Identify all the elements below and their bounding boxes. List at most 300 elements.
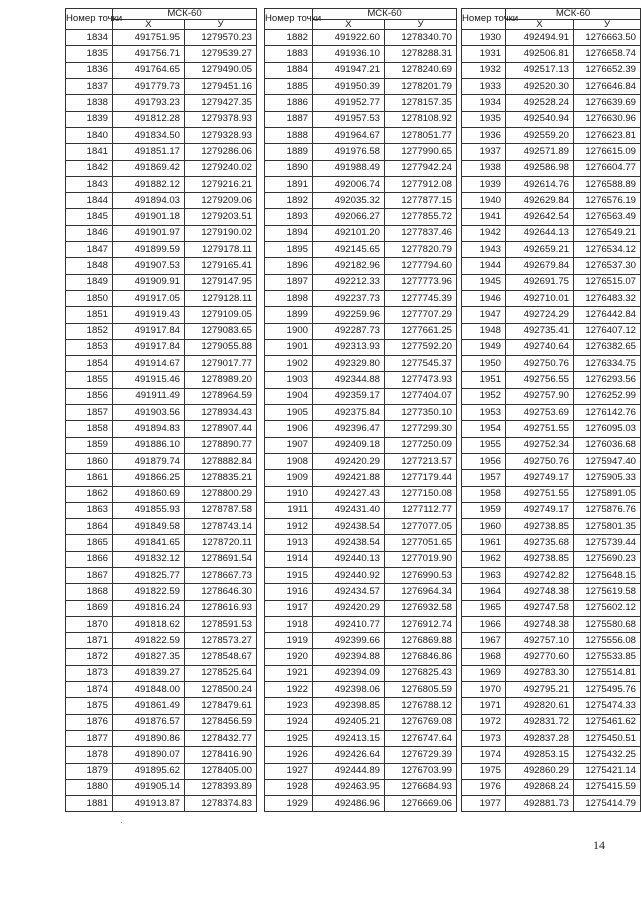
x-coordinate-cell: 492440.13	[313, 551, 385, 567]
y-coordinate-cell: 1279570.23	[185, 30, 257, 46]
y-coordinate-cell: 1278934.43	[185, 405, 257, 421]
table-row	[462, 714, 641, 730]
x-coordinate-cell: 491860.69	[113, 486, 185, 502]
x-coordinate-cell: 491822.59	[113, 633, 185, 649]
x-coordinate-cell: 491751.95	[113, 30, 185, 46]
x-coordinate-cell: 492006.74	[313, 176, 385, 192]
header-x: X	[113, 19, 185, 30]
header-point-number: Номер точки	[66, 9, 113, 30]
y-coordinate-cell: 1276588.89	[574, 176, 641, 192]
y-coordinate-cell: 1276747.64	[385, 730, 457, 746]
point-number-cell: 1887	[265, 111, 313, 127]
x-coordinate-cell: 492182.96	[313, 258, 385, 274]
table-row	[265, 600, 457, 616]
table-row	[66, 307, 257, 323]
y-coordinate-cell: 1278525.64	[185, 665, 257, 681]
x-coordinate-cell: 492344.88	[313, 372, 385, 388]
table-row	[265, 388, 457, 404]
x-coordinate-cell: 491895.62	[113, 763, 185, 779]
point-number-cell: 1855	[66, 372, 113, 388]
x-coordinate-cell: 492540.94	[506, 111, 574, 127]
y-coordinate-cell: 1276703.99	[385, 763, 457, 779]
y-coordinate-cell: 1275690.23	[574, 551, 641, 567]
x-coordinate-cell: 492749.17	[506, 470, 574, 486]
table-row	[462, 209, 641, 225]
point-number-cell: 1839	[66, 111, 113, 127]
table-body	[265, 30, 457, 812]
point-number-cell: 1934	[462, 95, 506, 111]
header-y: У	[574, 19, 641, 30]
header-system: МСК-60	[113, 9, 257, 20]
table-row	[462, 144, 641, 160]
y-coordinate-cell: 1276623.81	[574, 127, 641, 143]
y-coordinate-cell: 1275533.85	[574, 649, 641, 665]
x-coordinate-cell: 491952.77	[313, 95, 385, 111]
y-coordinate-cell: 1279209.06	[185, 193, 257, 209]
table-row	[462, 698, 641, 714]
y-coordinate-cell: 1279286.06	[185, 144, 257, 160]
y-coordinate-cell: 1279451.16	[185, 79, 257, 95]
table-row	[66, 388, 257, 404]
x-coordinate-cell: 492398.06	[313, 682, 385, 698]
point-number-cell: 1866	[66, 551, 113, 567]
x-coordinate-cell: 492738.85	[506, 551, 574, 567]
table-row	[265, 551, 457, 567]
header-y: У	[385, 19, 457, 30]
table-row	[265, 127, 457, 143]
x-coordinate-cell: 491957.53	[313, 111, 385, 127]
table-row	[66, 356, 257, 372]
x-coordinate-cell: 491922.60	[313, 30, 385, 46]
point-number-cell: 1869	[66, 600, 113, 616]
x-coordinate-cell: 492438.54	[313, 535, 385, 551]
point-number-cell: 1927	[265, 763, 313, 779]
x-coordinate-cell: 492831.72	[506, 714, 574, 730]
table-row	[66, 405, 257, 421]
point-number-cell: 1945	[462, 274, 506, 290]
point-number-cell: 1846	[66, 225, 113, 241]
table-row	[66, 46, 257, 62]
point-number-cell: 1885	[265, 79, 313, 95]
table-row	[265, 453, 457, 469]
table-row	[462, 372, 641, 388]
x-coordinate-cell: 492747.58	[506, 600, 574, 616]
point-number-cell: 1909	[265, 470, 313, 486]
point-number-cell: 1913	[265, 535, 313, 551]
x-coordinate-cell: 492756.55	[506, 372, 574, 388]
point-number-cell: 1877	[66, 730, 113, 746]
point-number-cell: 1864	[66, 519, 113, 535]
table-row	[265, 225, 457, 241]
y-coordinate-cell: 1278051.77	[385, 127, 457, 143]
y-coordinate-cell: 1277112.77	[385, 502, 457, 518]
point-number-cell: 1973	[462, 730, 506, 746]
y-coordinate-cell: 1276563.49	[574, 209, 641, 225]
y-coordinate-cell: 1277250.09	[385, 437, 457, 453]
y-coordinate-cell: 1275947.40	[574, 453, 641, 469]
point-number-cell: 1838	[66, 95, 113, 111]
table-row	[66, 209, 257, 225]
point-number-cell: 1925	[265, 730, 313, 746]
y-coordinate-cell: 1276537.30	[574, 258, 641, 274]
y-coordinate-cell: 1275739.44	[574, 535, 641, 551]
x-coordinate-cell: 492738.85	[506, 519, 574, 535]
table-row	[265, 730, 457, 746]
y-coordinate-cell: 1276869.88	[385, 633, 457, 649]
table-row	[265, 747, 457, 763]
x-coordinate-cell: 492868.24	[506, 779, 574, 795]
point-number-cell: 1902	[265, 356, 313, 372]
x-coordinate-cell: 491886.10	[113, 437, 185, 453]
point-number-cell: 1849	[66, 274, 113, 290]
table-row	[462, 421, 641, 437]
point-number-cell: 1873	[66, 665, 113, 681]
point-number-cell: 1891	[265, 176, 313, 192]
table-row	[265, 405, 457, 421]
y-coordinate-cell: 1275580.68	[574, 616, 641, 632]
point-number-cell: 1917	[265, 600, 313, 616]
x-coordinate-cell: 492440.92	[313, 567, 385, 583]
y-coordinate-cell: 1278882.84	[185, 453, 257, 469]
point-number-cell: 1942	[462, 225, 506, 241]
point-number-cell: 1870	[66, 616, 113, 632]
x-coordinate-cell: 491834.50	[113, 127, 185, 143]
point-number-cell: 1840	[66, 127, 113, 143]
x-coordinate-cell: 492421.88	[313, 470, 385, 486]
y-coordinate-cell: 1277019.90	[385, 551, 457, 567]
point-number-cell: 1886	[265, 95, 313, 111]
table-row	[265, 372, 457, 388]
x-coordinate-cell: 491911.49	[113, 388, 185, 404]
table-row	[265, 339, 457, 355]
point-number-cell: 1871	[66, 633, 113, 649]
y-coordinate-cell: 1276534.12	[574, 242, 641, 258]
point-number-cell: 1911	[265, 502, 313, 518]
table-row	[462, 79, 641, 95]
y-coordinate-cell: 1279109.05	[185, 307, 257, 323]
table-row	[462, 290, 641, 306]
point-number-cell: 1868	[66, 584, 113, 600]
y-coordinate-cell: 1276669.06	[385, 796, 457, 812]
table-row	[462, 665, 641, 681]
point-number-cell: 1867	[66, 567, 113, 583]
x-coordinate-cell: 492749.17	[506, 502, 574, 518]
x-coordinate-cell: 491894.83	[113, 421, 185, 437]
x-coordinate-cell: 492427.43	[313, 486, 385, 502]
point-number-cell: 1897	[265, 274, 313, 290]
header-x: X	[313, 19, 385, 30]
table-row	[462, 649, 641, 665]
table-row	[66, 160, 257, 176]
table-row	[66, 144, 257, 160]
x-coordinate-cell: 491917.84	[113, 323, 185, 339]
coordinate-table-1	[65, 8, 257, 812]
point-number-cell: 1901	[265, 339, 313, 355]
table-row	[265, 111, 457, 127]
point-number-cell: 1872	[66, 649, 113, 665]
table-row	[66, 502, 257, 518]
table-row	[265, 79, 457, 95]
y-coordinate-cell: 1277912.08	[385, 176, 457, 192]
table-row	[265, 209, 457, 225]
table-row	[66, 779, 257, 795]
y-coordinate-cell: 1276646.84	[574, 79, 641, 95]
y-coordinate-cell: 1276788.12	[385, 698, 457, 714]
point-number-cell: 1837	[66, 79, 113, 95]
y-coordinate-cell: 1276515.07	[574, 274, 641, 290]
x-coordinate-cell: 492101.20	[313, 225, 385, 241]
point-number-cell: 1843	[66, 176, 113, 192]
x-coordinate-cell: 491913.87	[113, 796, 185, 812]
point-number-cell: 1932	[462, 62, 506, 78]
table-row	[462, 30, 641, 46]
point-number-cell: 1955	[462, 437, 506, 453]
y-coordinate-cell: 1278405.00	[185, 763, 257, 779]
table-row	[66, 372, 257, 388]
y-coordinate-cell: 1275495.76	[574, 682, 641, 698]
point-number-cell: 1875	[66, 698, 113, 714]
y-coordinate-cell: 1275602.12	[574, 600, 641, 616]
point-number-cell: 1919	[265, 633, 313, 649]
point-number-cell: 1878	[66, 747, 113, 763]
x-coordinate-cell: 492420.29	[313, 600, 385, 616]
table-row	[66, 649, 257, 665]
x-coordinate-cell: 491869.42	[113, 160, 185, 176]
x-coordinate-cell: 492405.21	[313, 714, 385, 730]
y-coordinate-cell: 1276805.59	[385, 682, 457, 698]
table-row	[462, 519, 641, 535]
table-row	[265, 274, 457, 290]
table-row	[66, 470, 257, 486]
point-number-cell: 1935	[462, 111, 506, 127]
y-coordinate-cell: 1278964.59	[185, 388, 257, 404]
x-coordinate-cell: 492751.55	[506, 421, 574, 437]
point-number-cell: 1939	[462, 176, 506, 192]
header-point-number: Номер точки	[265, 9, 313, 30]
table-row	[462, 535, 641, 551]
y-coordinate-cell: 1278393.89	[185, 779, 257, 795]
point-number-cell: 1836	[66, 62, 113, 78]
x-coordinate-cell: 491816.24	[113, 600, 185, 616]
x-coordinate-cell: 492431.40	[313, 502, 385, 518]
table-row	[66, 796, 257, 812]
table-row	[66, 258, 257, 274]
y-coordinate-cell: 1275801.35	[574, 519, 641, 535]
table-row	[462, 46, 641, 62]
y-coordinate-cell: 1278340.70	[385, 30, 457, 46]
point-number-cell: 1893	[265, 209, 313, 225]
point-number-cell: 1966	[462, 616, 506, 632]
table-row	[66, 176, 257, 192]
point-number-cell: 1938	[462, 160, 506, 176]
table-row	[265, 779, 457, 795]
point-number-cell: 1910	[265, 486, 313, 502]
y-coordinate-cell: 1276407.12	[574, 323, 641, 339]
x-coordinate-cell: 491839.27	[113, 665, 185, 681]
table-row	[66, 486, 257, 502]
point-number-cell: 1936	[462, 127, 506, 143]
y-coordinate-cell: 1276964.34	[385, 584, 457, 600]
y-coordinate-cell: 1277179.44	[385, 470, 457, 486]
x-coordinate-cell: 492586.98	[506, 160, 574, 176]
y-coordinate-cell: 1276036.68	[574, 437, 641, 453]
table-row	[66, 323, 257, 339]
table-row	[265, 95, 457, 111]
y-coordinate-cell: 1277473.93	[385, 372, 457, 388]
point-number-cell: 1923	[265, 698, 313, 714]
y-coordinate-cell: 1278743.14	[185, 519, 257, 535]
table-row	[462, 111, 641, 127]
x-coordinate-cell: 491756.71	[113, 46, 185, 62]
y-coordinate-cell: 1276483.32	[574, 290, 641, 306]
y-coordinate-cell: 1278573.27	[185, 633, 257, 649]
y-coordinate-cell: 1278157.35	[385, 95, 457, 111]
point-number-cell: 1975	[462, 763, 506, 779]
point-number-cell: 1896	[265, 258, 313, 274]
point-number-cell: 1937	[462, 144, 506, 160]
table-row	[462, 730, 641, 746]
y-coordinate-cell: 1278800.29	[185, 486, 257, 502]
x-coordinate-cell: 491907.53	[113, 258, 185, 274]
y-coordinate-cell: 1277051.65	[385, 535, 457, 551]
point-number-cell: 1898	[265, 290, 313, 306]
x-coordinate-cell: 491964.67	[313, 127, 385, 143]
x-coordinate-cell: 492559.20	[506, 127, 574, 143]
table-row	[462, 160, 641, 176]
point-number-cell: 1965	[462, 600, 506, 616]
table-row	[66, 111, 257, 127]
x-coordinate-cell: 492710.01	[506, 290, 574, 306]
x-coordinate-cell: 491905.14	[113, 779, 185, 795]
point-number-cell: 1930	[462, 30, 506, 46]
x-coordinate-cell: 492410.77	[313, 616, 385, 632]
point-number-cell: 1967	[462, 633, 506, 649]
x-coordinate-cell: 491915.46	[113, 372, 185, 388]
y-coordinate-cell: 1275648.15	[574, 567, 641, 583]
x-coordinate-cell: 491882.12	[113, 176, 185, 192]
point-number-cell: 1844	[66, 193, 113, 209]
x-coordinate-cell: 492375.84	[313, 405, 385, 421]
point-number-cell: 1852	[66, 323, 113, 339]
table-row	[462, 127, 641, 143]
table-row	[265, 356, 457, 372]
point-number-cell: 1951	[462, 372, 506, 388]
table-row	[462, 323, 641, 339]
table-row	[265, 307, 457, 323]
table-row	[66, 519, 257, 535]
point-number-cell: 1940	[462, 193, 506, 209]
x-coordinate-cell: 492735.68	[506, 535, 574, 551]
table-row	[66, 95, 257, 111]
point-number-cell: 1941	[462, 209, 506, 225]
table-row	[462, 567, 641, 583]
point-number-cell: 1916	[265, 584, 313, 600]
y-coordinate-cell: 1278500.24	[185, 682, 257, 698]
y-coordinate-cell: 1278787.58	[185, 502, 257, 518]
point-number-cell: 1944	[462, 258, 506, 274]
y-coordinate-cell: 1276825.43	[385, 665, 457, 681]
point-number-cell: 1921	[265, 665, 313, 681]
table-row	[265, 633, 457, 649]
x-coordinate-cell: 491947.21	[313, 62, 385, 78]
point-number-cell: 1860	[66, 453, 113, 469]
x-coordinate-cell: 492438.54	[313, 519, 385, 535]
table-row	[462, 584, 641, 600]
point-number-cell: 1976	[462, 779, 506, 795]
y-coordinate-cell: 1275514.81	[574, 665, 641, 681]
y-coordinate-cell: 1277855.72	[385, 209, 457, 225]
scan-speck	[121, 822, 122, 823]
point-number-cell: 1899	[265, 307, 313, 323]
x-coordinate-cell: 492748.38	[506, 584, 574, 600]
table-row	[462, 633, 641, 649]
x-coordinate-cell: 492820.61	[506, 698, 574, 714]
point-number-cell: 1892	[265, 193, 313, 209]
point-number-cell: 1928	[265, 779, 313, 795]
header-y: У	[185, 19, 257, 30]
point-number-cell: 1974	[462, 747, 506, 763]
y-coordinate-cell: 1276990.53	[385, 567, 457, 583]
x-coordinate-cell: 491919.43	[113, 307, 185, 323]
point-number-cell: 1954	[462, 421, 506, 437]
x-coordinate-cell: 492506.81	[506, 46, 574, 62]
point-number-cell: 1900	[265, 323, 313, 339]
point-number-cell: 1851	[66, 307, 113, 323]
table-row	[462, 225, 641, 241]
x-coordinate-cell: 491988.49	[313, 160, 385, 176]
point-number-cell: 1847	[66, 242, 113, 258]
table-row	[265, 46, 457, 62]
table-row	[462, 258, 641, 274]
x-coordinate-cell: 492750.76	[506, 356, 574, 372]
point-number-cell: 1969	[462, 665, 506, 681]
x-coordinate-cell: 491879.74	[113, 453, 185, 469]
table-row	[66, 30, 257, 46]
point-number-cell: 1947	[462, 307, 506, 323]
y-coordinate-cell: 1279165.41	[185, 258, 257, 274]
x-coordinate-cell: 492614.76	[506, 176, 574, 192]
table-row	[462, 62, 641, 78]
table-row	[66, 600, 257, 616]
table-row	[462, 763, 641, 779]
table-row	[265, 665, 457, 681]
point-number-cell: 1957	[462, 470, 506, 486]
point-number-cell: 1906	[265, 421, 313, 437]
x-coordinate-cell: 492399.66	[313, 633, 385, 649]
y-coordinate-cell: 1278240.69	[385, 62, 457, 78]
header-system: МСК-60	[506, 9, 641, 20]
table-row	[462, 551, 641, 567]
point-number-cell: 1918	[265, 616, 313, 632]
point-number-cell: 1856	[66, 388, 113, 404]
x-coordinate-cell: 492751.55	[506, 486, 574, 502]
point-number-cell: 1894	[265, 225, 313, 241]
point-number-cell: 1920	[265, 649, 313, 665]
point-number-cell: 1858	[66, 421, 113, 437]
y-coordinate-cell: 1278667.73	[185, 567, 257, 583]
y-coordinate-cell: 1275461.62	[574, 714, 641, 730]
point-number-cell: 1915	[265, 567, 313, 583]
table-row	[462, 339, 641, 355]
point-number-cell: 1963	[462, 567, 506, 583]
point-number-cell: 1889	[265, 144, 313, 160]
x-coordinate-cell: 491894.03	[113, 193, 185, 209]
y-coordinate-cell: 1278907.44	[185, 421, 257, 437]
table-row	[462, 779, 641, 795]
x-coordinate-cell: 491890.07	[113, 747, 185, 763]
table-row	[462, 453, 641, 469]
x-coordinate-cell: 491848.00	[113, 682, 185, 698]
